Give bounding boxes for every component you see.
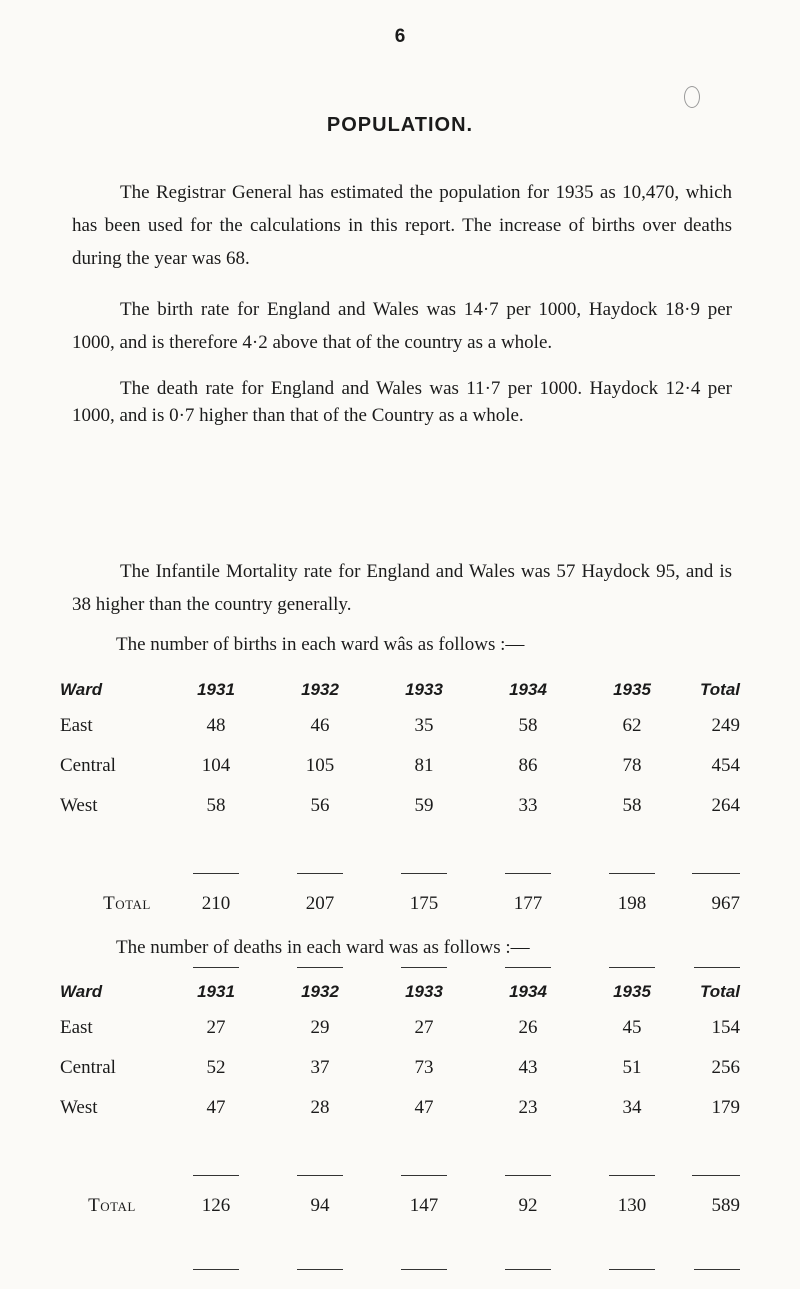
ward-name-cell: Central <box>60 755 116 776</box>
divider <box>193 967 239 968</box>
table-row <box>60 706 740 746</box>
paragraph-infantile-mortality: The Infantile Mortality rate for England and Wales was 57 Haydock 95, and is 38 higher than the country generally. <box>72 561 732 615</box>
total-cell: 94 <box>310 1195 330 1216</box>
rule-row <box>60 1224 740 1276</box>
divider <box>297 967 343 968</box>
total-row <box>60 886 740 922</box>
divider <box>401 1175 447 1176</box>
births-table-intro: The number of births in each ward wâs as follows :— <box>116 634 525 655</box>
table-cell: 81 <box>414 755 434 776</box>
table-cell: 56 <box>310 795 330 816</box>
column-header: 1932 <box>301 680 339 699</box>
row-total-cell: 264 <box>711 795 740 816</box>
table-cell: 59 <box>414 795 434 816</box>
table-row <box>60 786 740 826</box>
column-header: 1934 <box>509 680 547 699</box>
divider <box>297 1269 343 1270</box>
table-cell: 35 <box>414 715 434 736</box>
rule-row <box>60 826 740 886</box>
table-cell: 58 <box>622 795 642 816</box>
column-header: 1932 <box>301 982 339 1001</box>
table-cell: 45 <box>622 1017 642 1038</box>
total-cell: 177 <box>513 893 543 914</box>
column-header: Ward <box>60 680 103 699</box>
table-cell: 48 <box>206 715 226 736</box>
table-cell: 27 <box>206 1017 226 1038</box>
divider <box>401 873 447 874</box>
table-header-row <box>60 976 740 1008</box>
divider <box>505 967 551 968</box>
total-cell: 175 <box>409 893 439 914</box>
column-header: Ward <box>60 982 103 1001</box>
divider <box>609 967 655 968</box>
ward-name-cell: West <box>60 1097 98 1118</box>
paragraph-birth-rate: The birth rate for England and Wales was 14·7 per 1000, Haydock 18·9 per 1000, and is therefore 4·2 above that of the country as a whole. <box>72 299 732 353</box>
table-cell: 29 <box>310 1017 330 1038</box>
page-number: 6 <box>394 26 406 47</box>
table-cell: 52 <box>206 1057 226 1078</box>
table-cell: 46 <box>310 715 330 736</box>
table-row <box>60 746 740 786</box>
table-header-row <box>60 674 740 706</box>
ward-name-cell: Central <box>60 1057 116 1078</box>
table-cell: 51 <box>622 1057 642 1078</box>
divider <box>694 1269 740 1270</box>
rule-row <box>60 1128 740 1188</box>
table-cell: 33 <box>518 795 538 816</box>
column-header: 1933 <box>405 680 443 699</box>
row-total-cell: 256 <box>711 1057 740 1078</box>
divider <box>505 873 551 874</box>
margin-circle-mark <box>684 86 700 108</box>
column-header: 1931 <box>197 982 235 1001</box>
column-header: 1935 <box>613 680 651 699</box>
table-row <box>60 1048 740 1088</box>
table-cell: 47 <box>414 1097 434 1118</box>
table-cell: 62 <box>622 715 642 736</box>
divider <box>505 1175 551 1176</box>
deaths-table-intro: The number of deaths in each ward was as follows :— <box>116 937 530 958</box>
total-label: Total <box>103 893 151 914</box>
divider <box>297 1175 343 1176</box>
row-total-cell: 179 <box>711 1097 740 1118</box>
total-cell: 207 <box>305 893 335 914</box>
table-cell: 26 <box>518 1017 538 1038</box>
column-header: 1931 <box>197 680 235 699</box>
table-cell: 34 <box>622 1097 642 1118</box>
table-cell: 86 <box>518 755 538 776</box>
column-header: 1935 <box>613 982 651 1001</box>
total-cell: 198 <box>617 893 647 914</box>
section-heading: POPULATION. <box>326 114 474 136</box>
divider <box>692 873 740 874</box>
divider <box>609 1269 655 1270</box>
table-cell: 58 <box>206 795 226 816</box>
divider <box>193 873 239 874</box>
divider <box>193 1175 239 1176</box>
divider <box>401 967 447 968</box>
table-cell: 23 <box>518 1097 538 1118</box>
table-cell: 37 <box>310 1057 330 1078</box>
total-row <box>60 1188 740 1224</box>
divider <box>609 1175 655 1176</box>
total-label: Total <box>88 1195 136 1216</box>
paragraph-population-estimate: The Registrar General has estimated the population for 1935 as 10,470, which has been used for the calculations in this report. The increase of births over deaths during the year was 68. <box>72 182 732 269</box>
divider <box>505 1269 551 1270</box>
ward-name-cell: West <box>60 795 98 816</box>
ward-name-cell: East <box>60 1017 93 1038</box>
table-cell: 73 <box>414 1057 434 1078</box>
table-cell: 105 <box>305 755 335 776</box>
grand-total-cell: 589 <box>711 1195 740 1216</box>
total-cell: 126 <box>201 1195 231 1216</box>
divider <box>297 873 343 874</box>
table-cell: 43 <box>518 1057 538 1078</box>
divider <box>694 967 740 968</box>
ward-name-cell: East <box>60 715 93 736</box>
row-total-cell: 454 <box>711 755 740 776</box>
table-cell: 78 <box>622 755 642 776</box>
table-cell: 104 <box>201 755 231 776</box>
total-cell: 130 <box>617 1195 647 1216</box>
total-cell: 147 <box>409 1195 439 1216</box>
divider <box>609 873 655 874</box>
table-row <box>60 1088 740 1128</box>
row-total-cell: 154 <box>711 1017 740 1038</box>
column-header: 1933 <box>405 982 443 1001</box>
total-cell: 210 <box>201 893 231 914</box>
grand-total-cell: 967 <box>711 893 740 914</box>
divider <box>401 1269 447 1270</box>
table-cell: 58 <box>518 715 538 736</box>
column-header: Total <box>700 982 740 1001</box>
table-cell: 27 <box>414 1017 434 1038</box>
table-row <box>60 1008 740 1048</box>
divider <box>193 1269 239 1270</box>
table-cell: 47 <box>206 1097 226 1118</box>
table-cell: 28 <box>310 1097 330 1118</box>
column-header: 1934 <box>509 982 547 1001</box>
paragraph-death-rate: The death rate for England and Wales was 11·7 per 1000. Haydock 12·4 per 1000, and is 0·7 higher than that of the Country as a whole. <box>72 378 732 426</box>
total-cell: 92 <box>518 1195 538 1216</box>
column-header: Total <box>700 680 740 699</box>
births-table <box>60 674 740 974</box>
row-total-cell: 249 <box>711 715 740 736</box>
divider <box>692 1175 740 1176</box>
deaths-table <box>60 976 740 1276</box>
